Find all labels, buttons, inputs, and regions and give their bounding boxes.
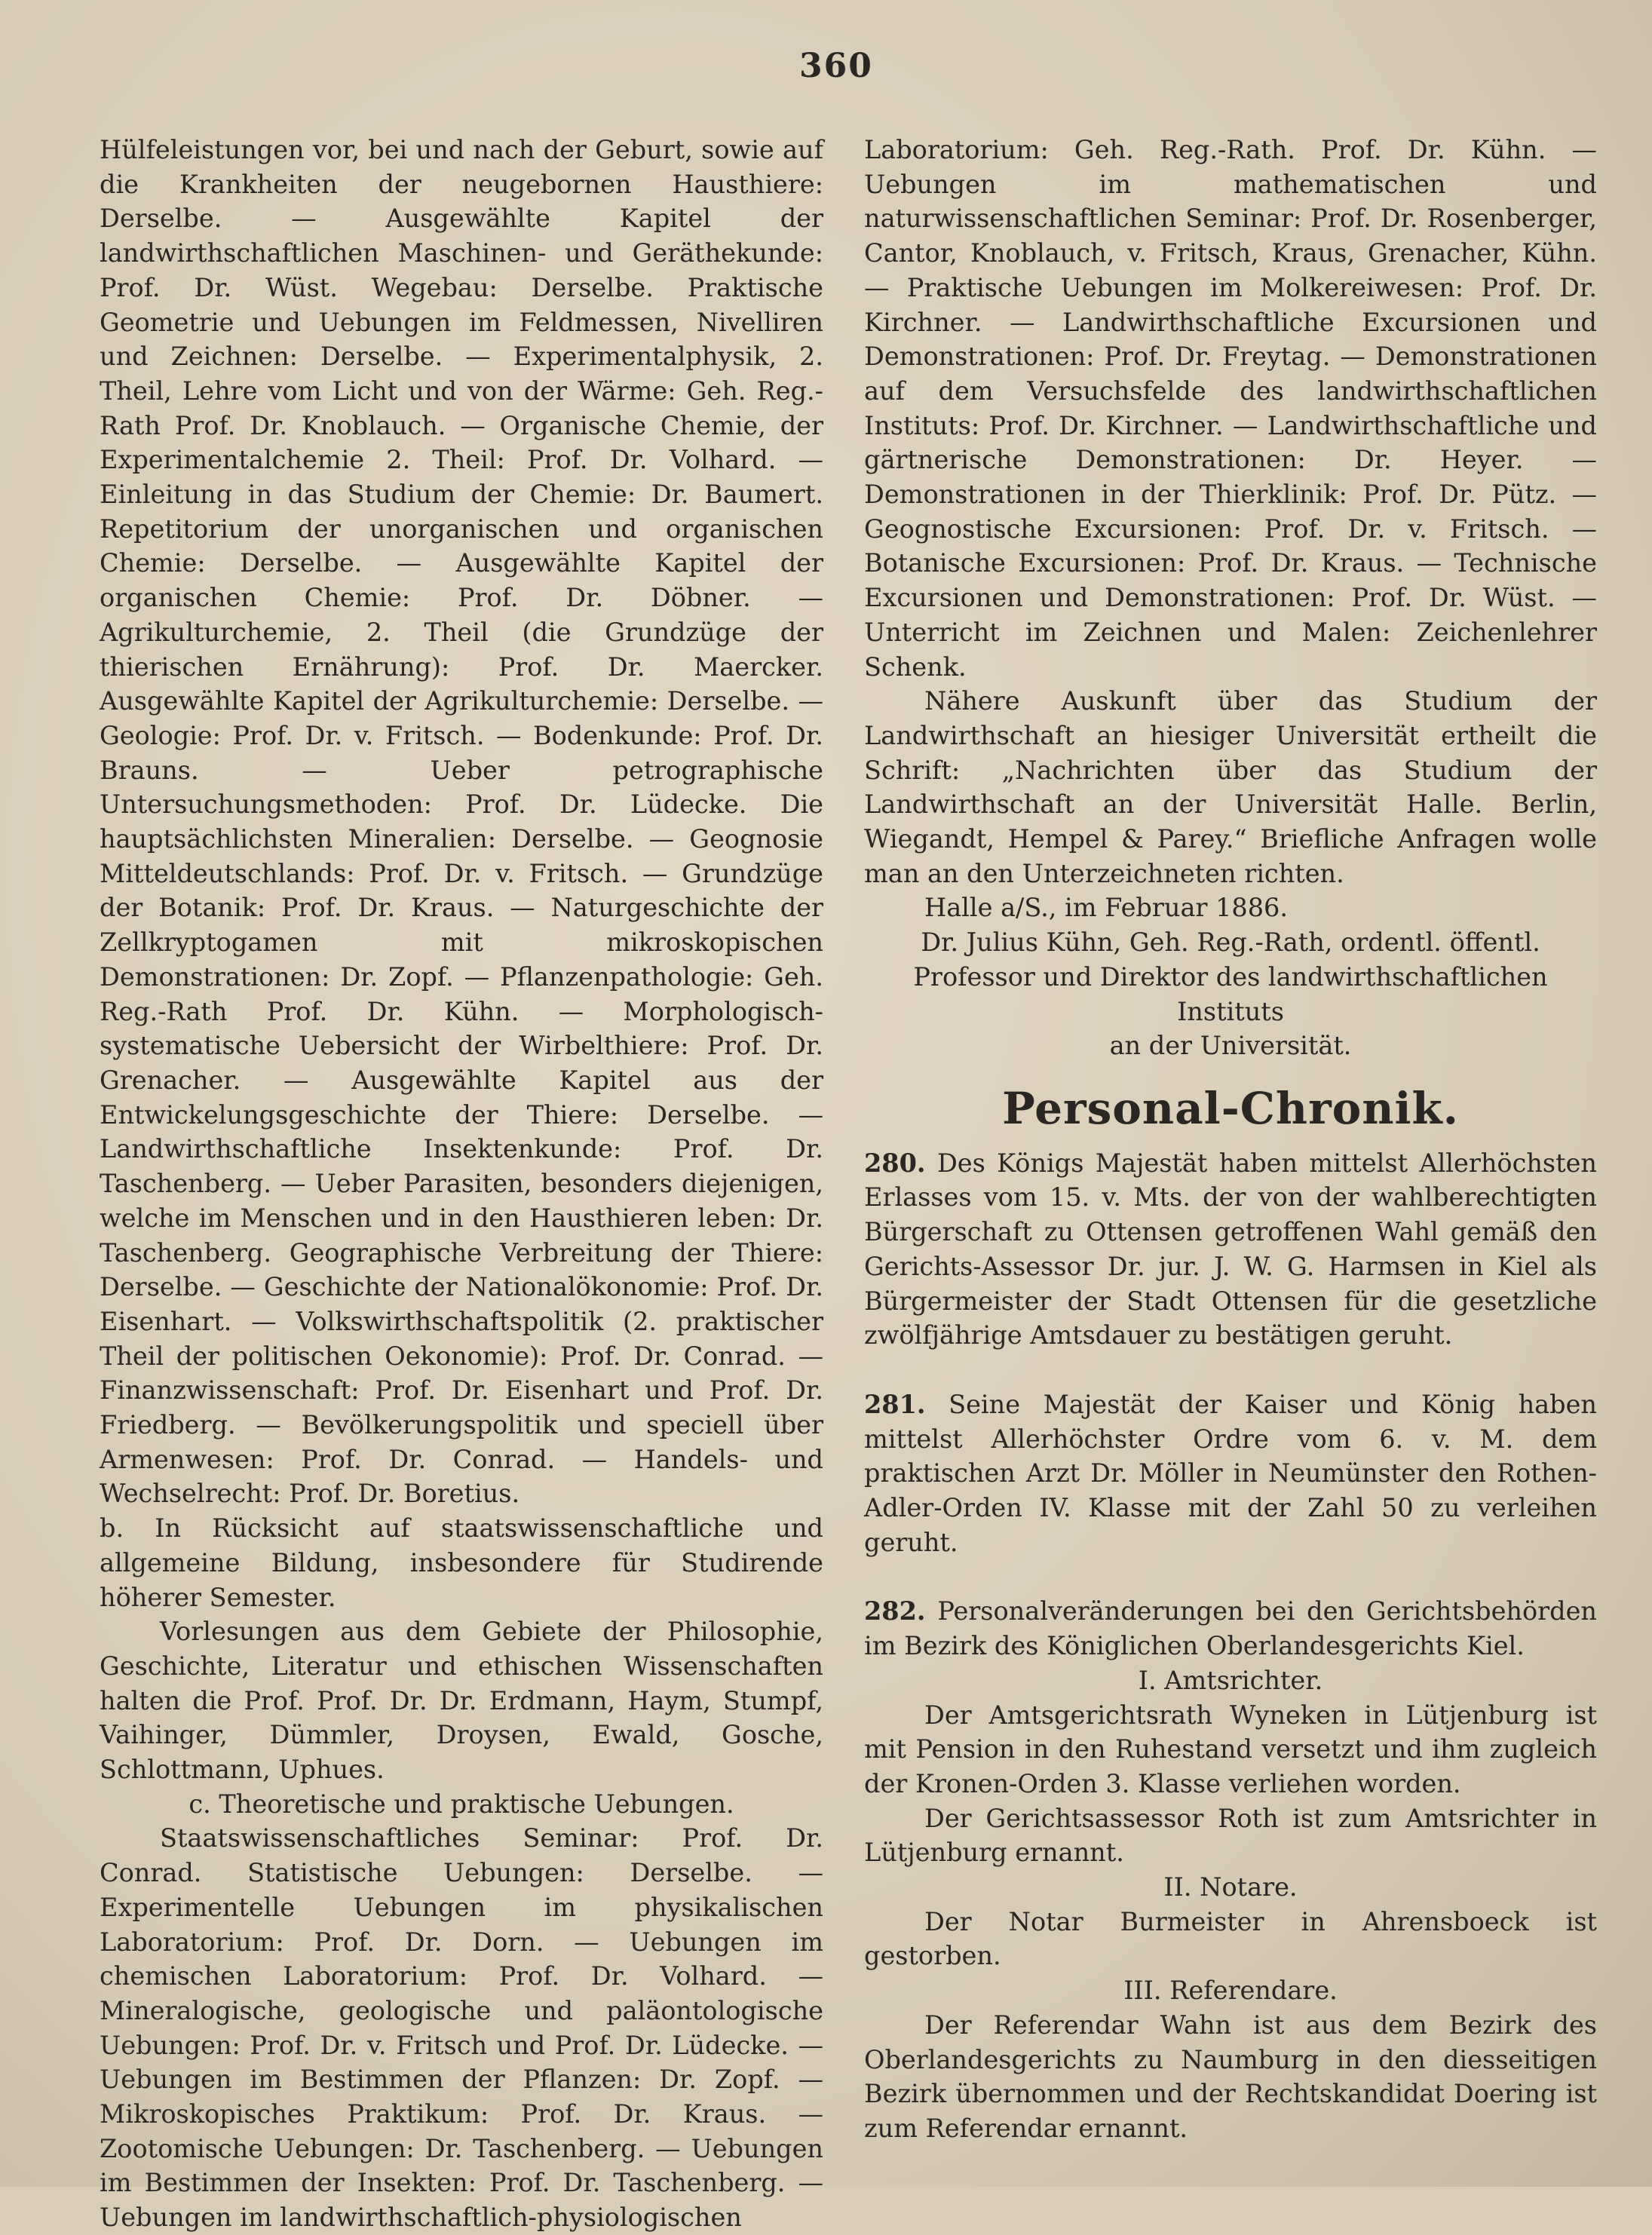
section-paragraph: Der Referendar Wahn ist aus dem Bezirk des Oberlandesgerichts zu Naumburg in den diesseitigen Bezirk übernommen und der Rechtskandidat Doering ist zum Referendar ernannt.	[864, 2010, 1597, 2143]
entry-281	[864, 1387, 1597, 1560]
entry-number: 281.	[864, 1389, 926, 1419]
page-number: 360	[799, 47, 873, 85]
left-paragraph-2: b. In Rücksicht auf staatswissenschaftliche und allgemeine Bildung, insbesondere für Studirende höherer Semester.	[100, 1513, 823, 1612]
section-paragraph: Der Gerichtsassessor Roth ist zum Amtsrichter in Lütjenburg ernannt.	[864, 1803, 1597, 1868]
left-paragraph-5: Staatswissenschaftliches Seminar: Prof. Dr. Conrad. Statistische Uebungen: Derselbe. — Experimentelle Uebungen im physikalischen Laboratorium: Prof. Dr. Dorn. — Uebungen im chemischen Laboratorium: Prof. Dr. Volhard. — Mineralogische, geologische und paläontologische Uebungen: Prof. Dr. v. Fritsch und Prof. Dr. Lüdecke. — Uebungen im Bestimmen der Pflanzen: Dr. Zopf. — Mikroskopisches Praktikum: Prof. Dr. Kraus. — Zootomische Uebungen: Dr. Taschenberg. — Uebungen im Bestimmen der Insekten: Prof. Dr. Taschenberg. — Uebungen im landwirthschaftlich-physiologischen	[100, 1823, 823, 2233]
section-title-referendare: III. Referendare.	[1123, 1976, 1338, 2006]
section-paragraph: Der Amtsgerichtsrath Wyneken in Lütjenburg ist mit Pension in den Ruhestand versetzt und ihm zugleich der Kronen-Orden 3. Klasse verliehen worden.	[864, 1700, 1597, 1798]
left-subheading-c: c. Theoretische und praktische Uebungen.	[188, 1789, 734, 1819]
left-paragraph-1: Hülfeleistungen vor, bei und nach der Geburt, sowie auf die Krankheiten der neugebornen Hausthiere: Derselbe. — Ausgewählte Kapitel der landwirthschaftlichen Maschinen- und Geräthekunde: Prof. Dr. Wüst. Wegebau: Derselbe. Praktische Geometrie und Uebungen im Feldmessen, Nivelliren und Zeichnen: Derselbe. — Experimentalphysik, 2. Theil, Lehre vom Licht und von der Wärme: Geh. Reg.-Rath Prof. Dr. Knoblauch. — Organische Chemie, der Experimentalchemie 2. Theil: Prof. Dr. Volhard. — Einleitung in das Studium der Chemie: Dr. Baumert. Repetitorium der unorganischen und organischen Chemie: Derselbe. — Ausgewählte Kapitel der organischen Chemie: Prof. Dr. Döbner. — Agrikulturchemie, 2. Theil (die Grundzüge der thierischen Ernährung): Prof. Dr. Maercker. Ausgewählte Kapitel der Agrikulturchemie: Derselbe. — Geologie: Prof. Dr. v. Fritsch. — Bodenkunde: Prof. Dr. Brauns. — Ueber petrographische Untersuchungsmethoden: Prof. Dr. Lüdecke. Die hauptsächlichsten Mineralien: Derselbe. — Geognosie Mitteldeutschlands: Prof. Dr. v. Fritsch. — Grundzüge der Botanik: Prof. Dr. Kraus. — Naturgeschichte der Zellkryptogamen mit mikroskopischen Demonstrationen: Dr. Zopf. — Pflanzenpathologie: Geh. Reg.-Rath Prof. Dr. Kühn. — Morphologisch-systematische Uebersicht der Wirbelthiere: Prof. Dr. Grenacher. — Ausgewählte Kapitel aus der Entwickelungsgeschichte der Thiere: Derselbe. — Landwirthschaftliche Insektenkunde: Prof. Dr. Taschenberg. — Ueber Parasiten, besonders diejenigen, welche im Menschen und in den Hausthieren leben: Dr. Taschenberg. Geographische Verbreitung der Thiere: Derselbe. — Geschichte der Nationalökonomie: Prof. Dr. Eisenhart. — Volkswirthschaftspolitik (2. praktischer Theil der politischen Oekonomie): Prof. Dr. Conrad. — Finanzwissenschaft: Prof. Dr. Eisenhart und Prof. Dr. Friedberg. — Bevölkerungspolitik und speciell über Armenwesen: Prof. Dr. Conrad. — Handels- und Wechselrecht: Prof. Dr. Boretius.	[100, 135, 823, 1509]
section-title-amtsrichter: I. Amtsrichter.	[1138, 1665, 1323, 1695]
place-date: Halle a/S., im Februar 1886.	[924, 893, 1288, 923]
entry-number: 282.	[864, 1596, 926, 1626]
left-column	[100, 133, 823, 2235]
signature-line-3: an der Universität.	[1109, 1031, 1352, 1061]
spacer	[864, 1353, 1597, 1387]
entry-text: Personalveränderungen bei den Gerichtsbehörden im Bezirk des Königlichen Oberlandesgerichts Kiel.	[864, 1596, 1597, 1661]
entry-text: Des Königs Majestät haben mittelst Allerhöchsten Erlasses vom 15. v. Mts. der von der wahlberechtigten Bürgerschaft zu Ottensen getroffenen Wahl gemäß den Gerichts-Assessor Dr. jur. J. W. G. Harmsen in Kiel als Bürgermeister der Stadt Ottensen für die gesetzliche zwölfjährige Amtsdauer zu bestätigen geruht.	[864, 1148, 1597, 1351]
section-heading: Personal-Chronik.	[1002, 1082, 1459, 1134]
entry-282	[864, 1594, 1597, 1663]
left-paragraph-3: Vorlesungen aus dem Gebiete der Philosophie, Geschichte, Literatur und ethischen Wissenschaften halten die Prof. Prof. Dr. Dr. Erdmann, Haym, Stumpf, Vaihinger, Dümmler, Droysen, Ewald, Gosche, Schlottmann, Uphues.	[100, 1617, 823, 1785]
entry-text: Seine Majestät der Kaiser und König haben mittelst Allerhöchster Ordre vom 6. v. M. dem praktischen Arzt Dr. Möller in Neumünster den Rothen-Adler-Orden IV. Klasse mit der Zahl 50 zu verleihen geruht.	[864, 1389, 1597, 1557]
spacer	[864, 1559, 1597, 1594]
entry-number: 280.	[864, 1148, 926, 1178]
entry-280	[864, 1146, 1597, 1353]
right-column	[864, 133, 1597, 2146]
section-title-notare: II. Notare.	[1163, 1872, 1298, 1902]
right-paragraph-2: Nähere Auskunft über das Studium der Landwirthschaft an hiesiger Universität ertheilt die Schrift: „Nachrichten über das Studium der Landwirthschaft an der Universität Halle. Berlin, Wiegandt, Hempel & Parey.“ Briefliche Anfragen wolle man an den Unterzeichneten richten.	[864, 686, 1597, 888]
signature-line-1: Dr. Julius Kühn, Geh. Reg.-Rath, ordentl. öffentl.	[921, 927, 1540, 958]
section-paragraph: Der Notar Burmeister in Ahrensboeck ist gestorben.	[864, 1906, 1597, 1971]
right-paragraph-1: Laboratorium: Geh. Reg.-Rath. Prof. Dr. Kühn. — Uebungen im mathematischen und naturwissenschaftlichen Seminar: Prof. Dr. Rosenberger, Cantor, Knoblauch, v. Fritsch, Kraus, Grenacher, Kühn. — Praktische Uebungen im Molkereiwesen: Prof. Dr. Kirchner. — Landwirthschaftliche Excursionen und Demonstrationen: Prof. Dr. Freytag. — Demonstrationen auf dem Versuchsfelde des landwirthschaftlichen Instituts: Prof. Dr. Kirchner. — Landwirthschaftliche und gärtnerische Demonstrationen: Dr. Heyer. — Demonstrationen in der Thierklinik: Prof. Dr. Pütz. — Geognostische Excursionen: Prof. Dr. v. Fritsch. — Botanische Excursionen: Prof. Dr. Kraus. — Technische Excursionen und Demonstrationen: Prof. Dr. Wüst. — Unterricht im Zeichnen und Malen: Zeichenlehrer Schenk.	[864, 135, 1597, 682]
signature-line-2: Professor und Direktor des landwirthschaftlichen Instituts	[913, 961, 1548, 1026]
